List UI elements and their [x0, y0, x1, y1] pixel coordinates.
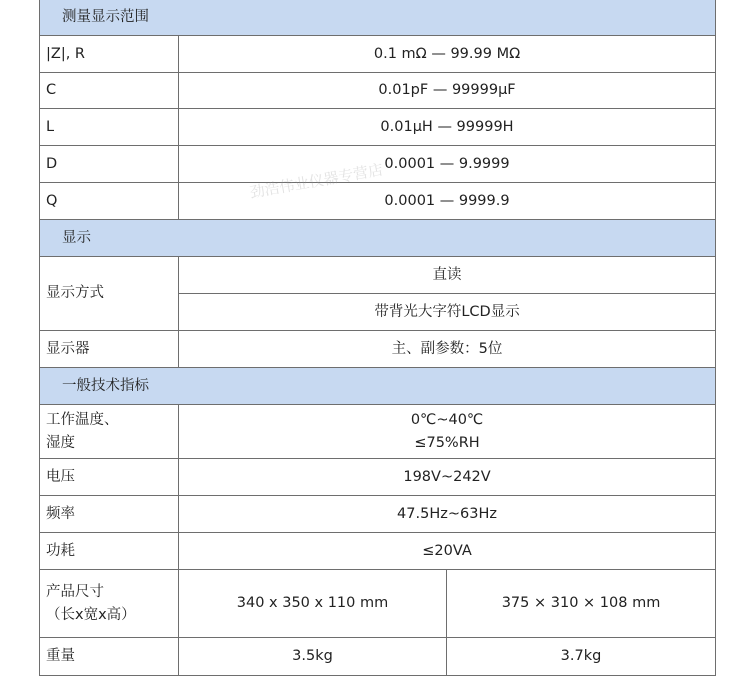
table-row [40, 109, 716, 146]
row-value: 0.01pF — 99999μF [179, 73, 716, 109]
table-row [40, 496, 716, 533]
size-value-model-b: 375 × 310 × 108 mm [447, 570, 716, 638]
row-label: |Z|, R [40, 36, 179, 73]
display-screen-value: 主、副参数：5位 [179, 331, 716, 368]
voltage-value: 198V~242V [179, 459, 716, 496]
section-title-display: 显示 [40, 220, 716, 257]
table-row [40, 73, 716, 109]
humidity-label-line: 湿度 [46, 434, 75, 451]
table-row [40, 459, 716, 496]
section-header-measure [40, 0, 716, 36]
size-label-line: （长x宽x高） [46, 606, 136, 623]
table-row [40, 533, 716, 570]
table-row [40, 638, 716, 676]
voltage-label: 电压 [40, 459, 179, 496]
row-value: 0.1 mΩ — 99.99 MΩ [179, 36, 716, 73]
row-value: 0.0001 — 9999.9 [179, 183, 716, 220]
weight-value-model-b: 3.7kg [447, 638, 716, 676]
table-row [40, 36, 716, 73]
size-label [40, 570, 179, 638]
size-label-line: 产品尺寸 [46, 583, 104, 600]
table-row [40, 405, 716, 459]
weight-label: 重量 [40, 638, 179, 676]
spec-table [39, 0, 716, 676]
table-row [40, 257, 716, 294]
weight-value-model-a: 3.5kg [179, 638, 447, 676]
display-mode-label: 显示方式 [40, 257, 179, 331]
humidity-value-line: ≤75%RH [414, 434, 480, 451]
power-label: 功耗 [40, 533, 179, 570]
frequency-value: 47.5Hz~63Hz [179, 496, 716, 533]
row-label: D [40, 146, 179, 183]
table-row [40, 146, 716, 183]
temp-humidity-label [40, 405, 179, 459]
row-value: 0.01μH — 99999H [179, 109, 716, 146]
display-mode-value: 带背光大字符LCD显示 [179, 294, 716, 331]
temp-humidity-value [179, 405, 716, 459]
display-mode-value: 直读 [179, 257, 716, 294]
temp-value-line: 0℃~40℃ [410, 411, 484, 428]
row-label: L [40, 109, 179, 146]
temp-label-line: 工作温度、 [46, 411, 119, 428]
power-value: ≤20VA [179, 533, 716, 570]
table-row [40, 570, 716, 638]
frequency-label: 频率 [40, 496, 179, 533]
watermark-text: 劲浩伟业仪器专营店 [248, 160, 385, 202]
table-row [40, 183, 716, 220]
section-header-display [40, 220, 716, 257]
section-title-measure: 测量显示范围 [40, 0, 716, 36]
display-screen-label: 显示器 [40, 331, 179, 368]
row-value: 0.0001 — 9.9999 [179, 146, 716, 183]
section-header-general [40, 368, 716, 405]
section-title-general: 一般技术指标 [40, 368, 716, 405]
size-value-model-a: 340 x 350 x 110 mm [179, 570, 447, 638]
row-label: Q [40, 183, 179, 220]
row-label: C [40, 73, 179, 109]
table-row [40, 331, 716, 368]
